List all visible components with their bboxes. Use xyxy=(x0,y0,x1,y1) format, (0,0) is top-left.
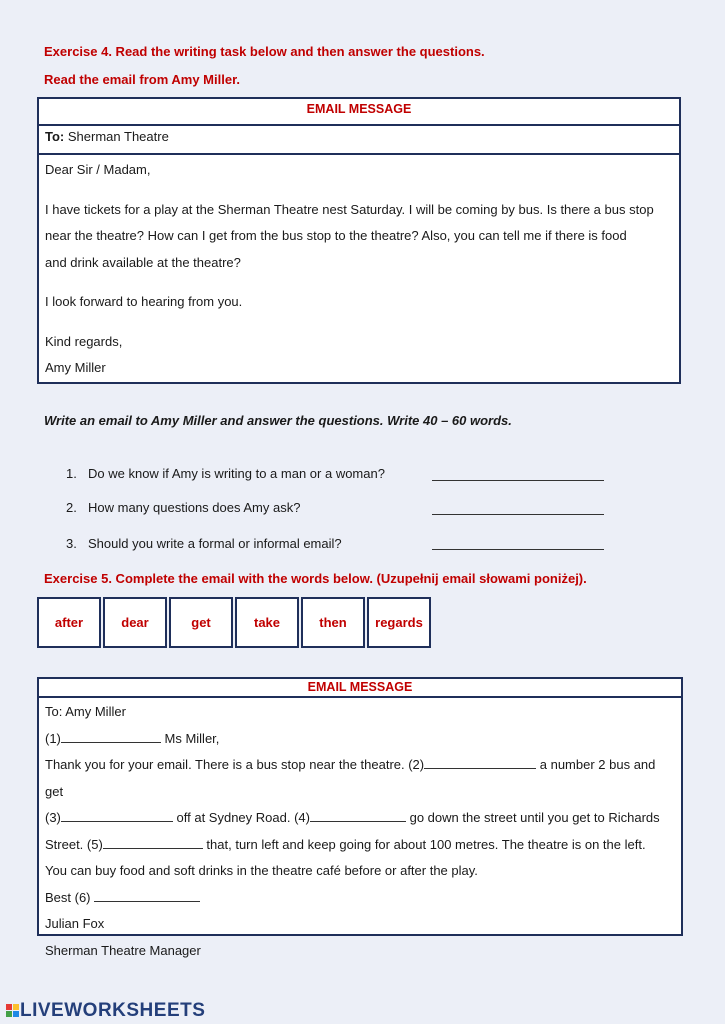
line-3 xyxy=(45,752,675,805)
liveworksheets-logo-icon xyxy=(6,1004,20,1018)
answer-line[interactable] xyxy=(432,549,604,550)
para1-line1: I have tickets for a play at the Sherman Theatre nest Saturday. I will be coming by bus. Is there a bus stop xyxy=(45,201,654,217)
text: Best (6) xyxy=(45,889,91,905)
email-title: EMAIL MESSAGE xyxy=(39,679,681,698)
para2: I look forward to hearing from you. xyxy=(45,294,243,309)
question-number: 2. xyxy=(66,500,77,515)
question-number: 3. xyxy=(66,536,77,551)
footer xyxy=(6,999,205,1023)
gap-blank-4[interactable] xyxy=(310,810,406,822)
email-body xyxy=(39,155,679,384)
sender-role: Sherman Theatre Manager xyxy=(45,942,201,958)
answer-line[interactable] xyxy=(432,480,604,481)
word-get[interactable]: get xyxy=(169,597,233,648)
brand-name[interactable]: LIVEWORKSHEETS xyxy=(20,1000,206,1021)
question-text: Should you write a formal or informal email? xyxy=(88,536,342,551)
email-to-row xyxy=(39,126,679,155)
closing: Kind regards, xyxy=(45,333,123,349)
word-regards[interactable]: regards xyxy=(367,597,431,648)
greeting-rest: Ms Miller, xyxy=(164,730,220,746)
gap-blank-2[interactable] xyxy=(424,757,536,769)
answer-line[interactable] xyxy=(432,514,604,515)
line-6: You can buy food and soft drinks in the theatre café before or after the play. xyxy=(45,863,478,878)
to-value: Sherman Theatre xyxy=(67,129,169,144)
line-4 xyxy=(45,805,675,832)
text: a number 2 bus and get xyxy=(45,757,656,799)
closing-line xyxy=(45,885,675,912)
greeting-line xyxy=(45,726,675,753)
gap-blank-5[interactable] xyxy=(103,837,203,849)
text: Street. (5) xyxy=(45,836,103,852)
email-title: EMAIL MESSAGE xyxy=(39,99,679,126)
word-then[interactable]: then xyxy=(301,597,365,648)
para1-line2: near the theatre? How can I get from the bus stop to the theatre? Also, you can tell me if there is food xyxy=(45,228,627,243)
writing-task: Write an email to Amy Miller and answer the questions. Write 40 – 60 words. xyxy=(44,413,512,428)
question-text: How many questions does Amy ask? xyxy=(88,500,301,515)
sender-name: Julian Fox xyxy=(45,916,105,931)
para1-line3: and drink available at the theatre? xyxy=(45,254,241,270)
gap-blank-6[interactable] xyxy=(94,890,200,902)
word-take[interactable]: take xyxy=(235,597,299,648)
text: that, turn left and keep going for about 100 metres. The theatre is on the left. xyxy=(206,836,646,852)
word-bank xyxy=(37,597,433,648)
email-message-box-1 xyxy=(37,97,681,384)
gap-number: (3) xyxy=(45,810,61,825)
text: go down the street until you get to Richards xyxy=(409,810,660,825)
gap-number: (1) xyxy=(45,730,61,746)
gap-blank-3[interactable] xyxy=(61,810,173,822)
text: off at Sydney Road. (4) xyxy=(176,810,310,825)
text: Thank you for your email. There is a bus stop near the theatre. (2) xyxy=(45,757,425,772)
email-body xyxy=(39,698,681,965)
to-label: To: xyxy=(45,129,65,144)
exercise4-heading: Exercise 4. Read the writing task below and then answer the questions. xyxy=(44,44,485,59)
exercise5-heading: Exercise 5. Complete the email with the words below. (Uzupełnij email słowami poniżej). xyxy=(44,571,587,586)
email-message-box-2 xyxy=(37,677,683,958)
line-5 xyxy=(45,832,675,859)
question-number: 1. xyxy=(66,466,77,481)
signature: Amy Miller xyxy=(45,360,106,375)
word-after[interactable]: after xyxy=(37,597,101,648)
word-dear[interactable]: dear xyxy=(103,597,167,648)
question-text: Do we know if Amy is writing to a man or a woman? xyxy=(88,466,385,481)
gap-blank-1[interactable] xyxy=(61,731,161,743)
to-line: To: Amy Miller xyxy=(45,704,126,719)
greeting: Dear Sir / Madam, xyxy=(45,162,151,177)
exercise4-subheading: Read the email from Amy Miller. xyxy=(44,72,241,87)
